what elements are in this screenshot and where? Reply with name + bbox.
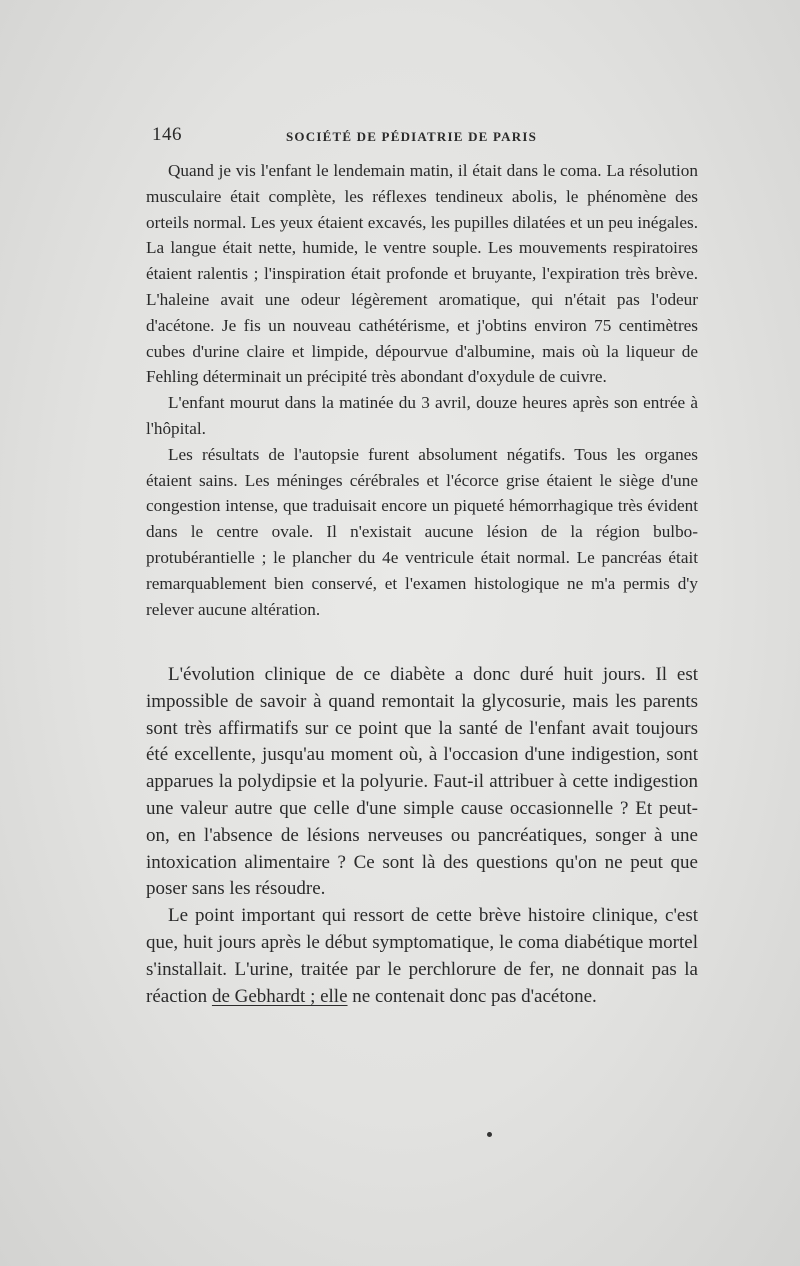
underlined-phrase: de Gebhardt ; elle [211, 985, 348, 1007]
death-paragraph: L'enfant mourut dans la matinée du 3 avril, douze heures après son entrée à l'hôpital. [146, 393, 698, 438]
conclusion-text-end: ne contenait donc pas d'acétone. [347, 985, 597, 1007]
discussion-text [146, 662, 698, 1010]
page-number: 146 [152, 124, 182, 145]
ink-speck [487, 1132, 492, 1137]
clinical-evolution-paragraph: L'évolution clinique de ce diabète a donc duré huit jours. Il est impossible de savoir à quand remontait la glycosurie, mais les parents sont très affirmatifs sur ce point que la santé de l'enfant avait toujours été excellente, jusqu'au moment où, à l'occasion d'une indigestion, sont apparues la polydipsie et la polyurie. Faut-il attribuer à cette indigestion une valeur autre que celle d'une simple cause occasionnelle ? Et peut-on, en l'absence de lésions nerveuses ou pancréatiques, songer à une intoxication alimentaire ? Ce sont là des questions qu'on ne peut que poser sans les résoudre. [146, 664, 698, 900]
case-report-text [146, 158, 698, 622]
conclusion-paragraph [146, 903, 698, 1010]
page-header [152, 124, 700, 150]
autopsy-paragraph: Les résultats de l'autopsie furent absolument négatifs. Tous les organes étaient sains. Les méninges cérébrales et l'écorce grise étaient le siège d'une congestion intense, que traduisait encore un piqueté hémorrhagique très évident dans le centre ovale. Il n'existait aucune lésion de la région bulbo-protubérantielle ; le plancher du 4e ventricule était normal. Le pancréas était remarquablement bien conservé, et l'examen histologique ne m'a permis d'y relever aucune altération. [146, 444, 698, 619]
conclusion-text-start: Le point important qui ressort de cette brève histoire clinique, c'est que, huit jours après le début symptomatique, le coma diabétique mortel s'installait. L'urine, traitée par le perchlorure de fer, ne donnait pas la réaction [146, 905, 698, 1007]
running-head: SOCIÉTÉ DE PÉDIATRIE DE PARIS [286, 129, 538, 144]
coma-examination-paragraph: Quand je vis l'enfant le lendemain matin, il était dans le coma. La résolution musculaire était complète, les réflexes tendineux abolis, le phénomène des orteils normal. Les yeux étaient excavés, les pupilles dilatées et un peu inégales. La langue était nette, humide, le ventre souple. Les mouvements respiratoires étaient ralentis ; l'inspiration était profonde et bruyante, l'expiration très brève. L'haleine avait une odeur légèrement aromatique, qui n'était pas l'odeur d'acétone. Je fis un nouveau cathétérisme, et j'obtins environ 75 centimètres cubes d'urine claire et limpide, dépourvue d'albumine, mais où la liqueur de Fehling déterminait un précipité très abondant d'oxydule de cuivre. [146, 161, 698, 387]
